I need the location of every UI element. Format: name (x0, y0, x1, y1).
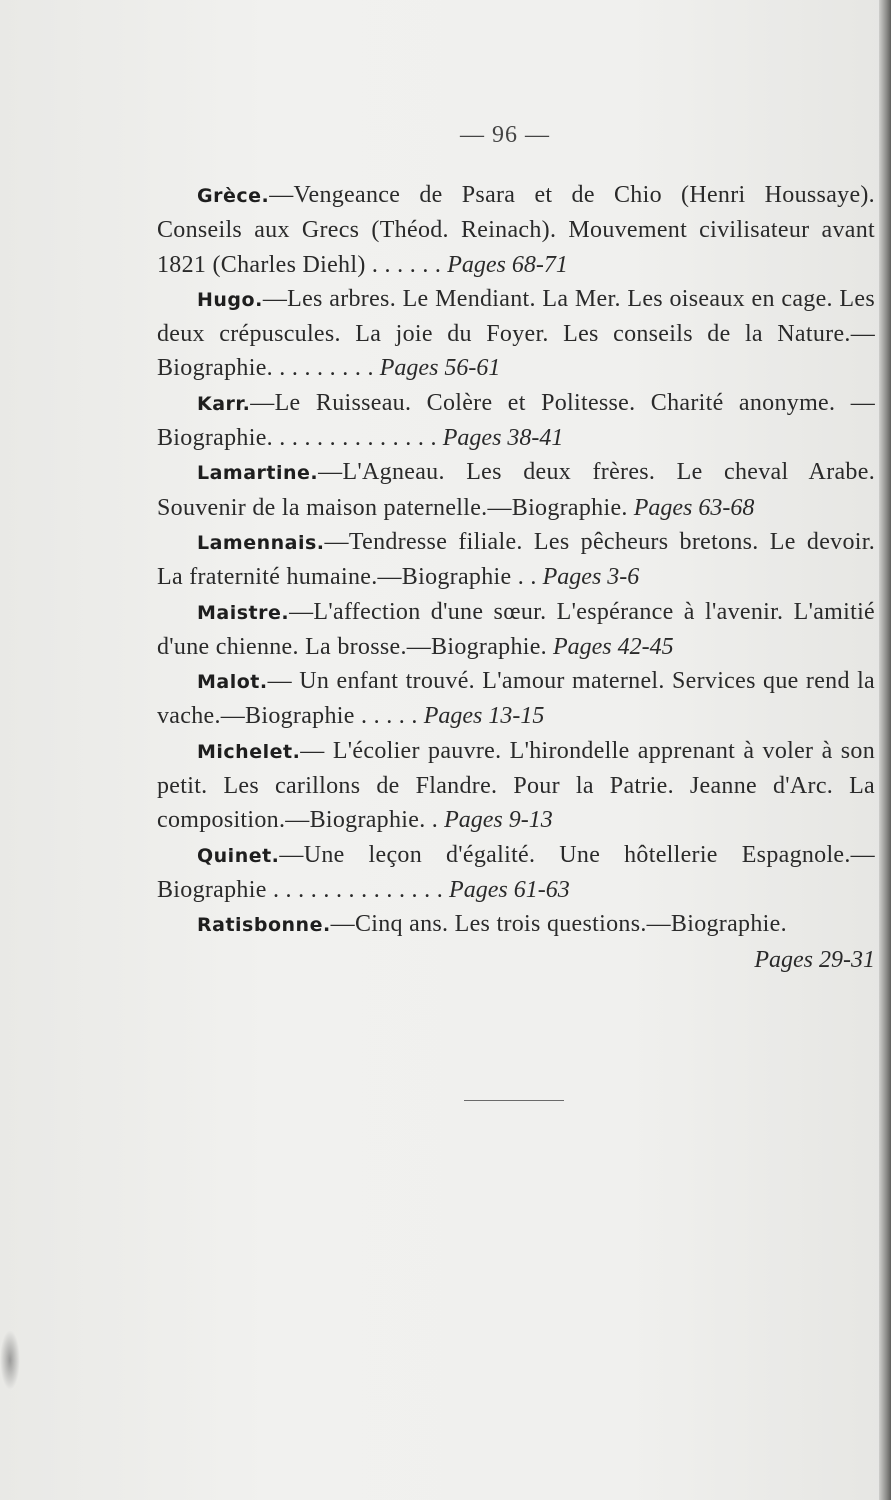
page-range: Pages 63-68 (633, 494, 755, 521)
works-list: —Le Ruisseau. Colère et Politesse. Charité anonyme. —Biographie. . . . . . . . . . . . . . (157, 389, 875, 452)
author-name: Malot. (197, 671, 268, 694)
works-list: —Tendresse filiale. Les pêcheurs bretons. Le devoir. La fraternité humaine.—Biographie . . (157, 528, 875, 591)
index-entry-karr (157, 386, 875, 456)
author-name: Karr. (197, 392, 251, 415)
index-entry-quinet (157, 838, 875, 908)
index-entry-maistre (157, 595, 875, 665)
index-entry-michelet (157, 734, 875, 838)
works-list: —Les arbres. Le Mendiant. La Mer. Les oiseaux en cage. Les deux crépuscules. La joie du Foyer. Les conseils de la Nature.—Biographie. . . . . . . . . (157, 285, 875, 382)
index-entry-hugo (157, 282, 875, 386)
page-range: Pages 13-15 (423, 703, 545, 730)
page-range: Pages 68-71 (447, 251, 568, 278)
index-entry-lamartine (157, 455, 875, 525)
page-edge (879, 0, 891, 1500)
page-range: Pages 3-6 (542, 564, 640, 591)
works-list: — Un enfant trouvé. L'amour maternel. Services que rend la vache.—Biographie . . . . . (157, 668, 875, 730)
ink-smudge (0, 1330, 20, 1390)
page-range: Pages 42-45 (552, 633, 674, 660)
author-name: Lamartine. (197, 462, 319, 485)
works-list: —L'affection d'une sœur. L'espérance à l'avenir. L'amitié d'une chienne. La brosse.—Biographie. (157, 598, 875, 660)
page-number: — 96 — (460, 122, 550, 148)
works-list: —L'Agneau. Les deux frères. Le cheval Arabe. Souvenir de la maison paternelle.—Biographie. (157, 459, 875, 521)
index-entry-grece (157, 178, 875, 282)
author-name: Maistre. (197, 601, 290, 624)
author-index (157, 178, 875, 977)
author-name: Grèce. (197, 185, 270, 207)
author-name: Lamennais. (197, 531, 325, 554)
index-entry-ratisbonne (157, 907, 875, 977)
section-divider (464, 1100, 564, 1101)
page-range: Pages 38-41 (442, 425, 564, 452)
author-name: Ratisbonne. (197, 914, 331, 937)
index-entry-lamennais (157, 525, 875, 595)
works-list: —Vengeance de Psara et de Chio (Henri Houssaye). Conseils aux Grecs (Théod. Reinach). Mouvement civilisateur avant 1821 (Charles Diehl) . . . . . . (157, 182, 875, 278)
works-list: — L'écolier pauvre. L'hirondelle apprenant à voler à son petit. Les carillons de Flandre. Pour la Patrie. Jeanne d'Arc. La composition.—Biographie. . (157, 737, 875, 834)
works-list: —Cinq ans. Les trois questions.—Biographie. (330, 911, 787, 938)
page-range: Pages 56-61 (379, 355, 501, 382)
page-range: Pages 29-31 (754, 946, 875, 973)
works-list: —Une leçon d'égalité. Une hôtellerie Espagnole.— Biographie . . . . . . . . . . . . . . (157, 841, 875, 903)
author-name: Quinet. (197, 844, 280, 867)
author-name: Michelet. (197, 740, 301, 763)
index-entry-malot (157, 664, 875, 734)
page-range: Pages 61-63 (449, 876, 570, 903)
page-range: Pages 9-13 (444, 807, 553, 834)
author-name: Hugo. (197, 288, 263, 311)
